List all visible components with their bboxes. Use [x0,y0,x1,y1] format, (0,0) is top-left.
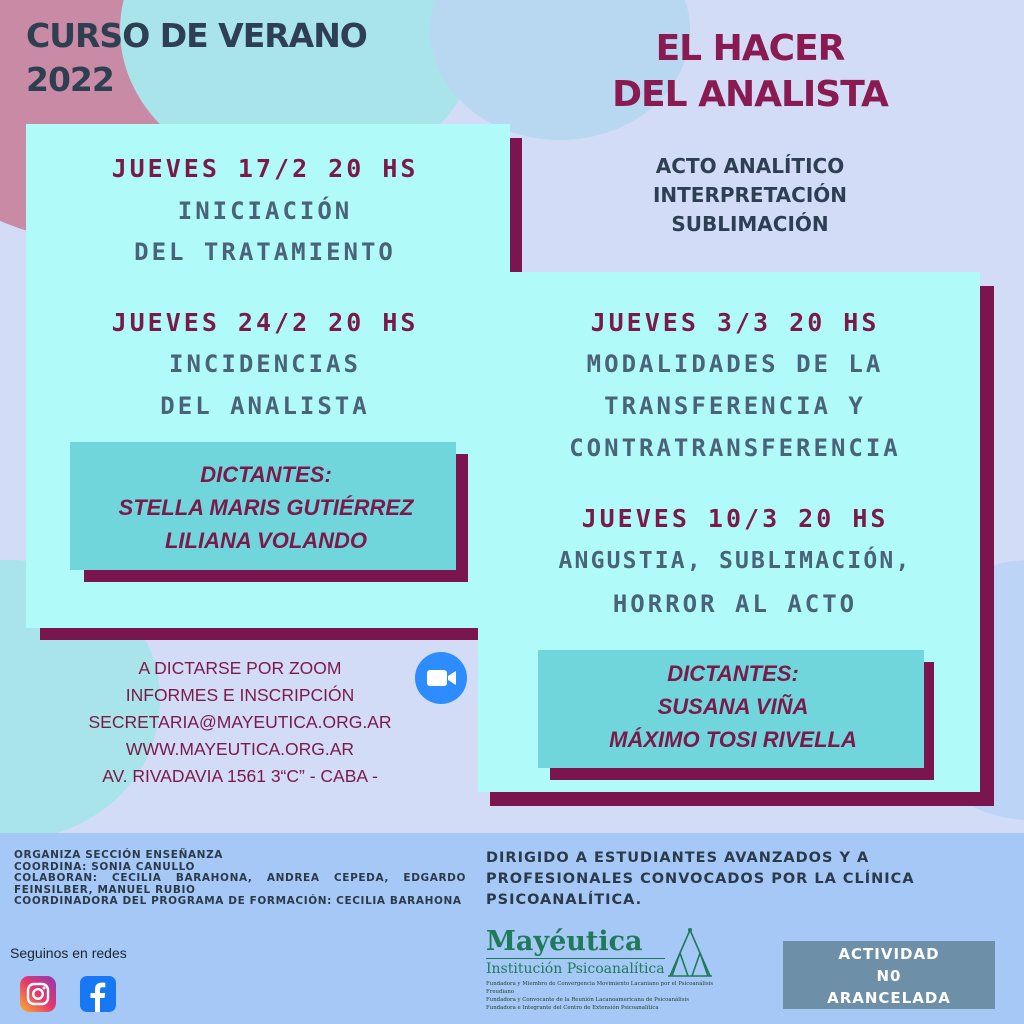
info-email[interactable]: SECRETARIA@MAYEUTICA.ORG.AR [88,712,392,732]
topics-list [560,152,940,239]
badge-line2: N0 [876,967,902,985]
session3-title-line2: TRANSFERENCIA Y [604,392,866,420]
session2-title-line2: DEL ANALISTA [160,392,370,420]
logo-subtitle: Institución Psicoanalítica [486,958,665,978]
camera-outline-icon [20,976,56,1012]
facebook-f-icon [80,976,116,1012]
logo-fine-print [486,980,726,1012]
session1-title-line2: DEL TRATAMIENTO [134,238,396,266]
org-line-3: COLABORAN: CECILIA BARAHONA, ANDREA CEPEDA, EDGARDO FEINSILBER, MANUEL RUBIO [14,872,466,896]
org-line-1: ORGANIZA SECCIÓN ENSEÑANZA [14,849,224,861]
badge-line1: ACTIVIDAD [838,945,940,963]
right-dictantes [538,657,928,756]
session2-date: JUEVES 24/2 20 HS [111,308,419,337]
course-title [26,14,367,102]
info-website[interactable]: WWW.MAYEUTICA.ORG.AR [125,739,355,759]
course-line1: CURSO DE VERANO [26,16,367,55]
session4-date: JUEVES 10/3 20 HS [581,504,889,533]
right-dictante-2: MÁXIMO TOSI RIVELLA [609,727,857,752]
info-address: AV. RIVADAVIA 1561 3“C” - CABA - [102,766,378,786]
info-inscripcion: INFORMES E INSCRIPCIÓN [125,685,355,705]
left-dictantes [70,458,462,557]
facebook-icon[interactable] [80,976,116,1012]
logo-name: Mayéutica [486,926,643,957]
info-zoom: A DICTARSE POR ZOOM [138,658,342,678]
main-title [540,26,960,118]
session1-title-line1: INICIACIÓN [177,197,353,225]
session3-title-line3: CONTRATRANSFERENCIA [569,434,901,462]
free-activity-badge [783,941,995,1009]
left-dictante-1: STELLA MARIS GUTIÉRREZ [118,495,414,520]
left-dictantes-label: DICTANTES: [200,462,332,487]
video-camera-icon [415,652,467,704]
topic-2: INTERPRETACIÓN [652,183,848,207]
zoom-icon[interactable] [415,652,467,704]
session3-date: JUEVES 3/3 20 HS [590,308,880,337]
organizers-block [14,850,466,908]
topic-3: SUBLIMACIÓN [671,212,829,236]
title-line2: DEL ANALISTA [612,74,888,115]
session4-title-line1: ANGUSTIA, SUBLIMACIÓN, [558,548,912,574]
session1-date: JUEVES 17/2 20 HS [111,154,419,183]
audience-text: DIRIGIDO A ESTUDIANTES AVANZADOS Y A PROFESIONALES CONVOCADOS POR LA CLÍNICA PSICOANALÍTICA. [486,850,915,908]
left-dictante-2: LILIANA VOLANDO [164,528,368,553]
instagram-icon[interactable] [20,976,56,1012]
info-block [40,655,440,790]
session3-title-line1: MODALIDADES DE LA [586,350,884,378]
org-line-2: COORDINA: SONIA CANULLO [14,860,196,873]
logo-fine-1: Fundadora y Miembro de Convergencia Movimiento Lacaniano por el Psicoanálisis Freudiano [486,981,714,995]
right-dictantes-label: DICTANTES: [667,661,799,686]
logo-fine-2: Fundadora y Convocante de la Reunión Lacanoamericana de Psicoanálisis [486,997,689,1003]
badge-line3: ARANCELADA [827,989,951,1007]
logo-fine-3: Fundadora e Integrante del Centro de Extensión Psicoanalítica [486,1005,659,1011]
topic-1: ACTO ANALÍTICO [655,154,845,178]
session2-title-line1: INCIDENCIAS [169,350,361,378]
session4-title-line2: HORROR AL ACTO [612,590,858,618]
org-line-4: COORDINADORA DEL PROGRAMA DE FORMACIÓN: CECILIA BARAHONA [14,895,462,907]
right-dictante-1: SUSANA VIÑA [657,694,809,719]
course-year: 2022 [26,60,114,99]
logo-tree-icon [662,926,718,982]
title-line1: EL HACER [655,28,845,69]
social-label: Seguinos en redes [10,945,127,961]
